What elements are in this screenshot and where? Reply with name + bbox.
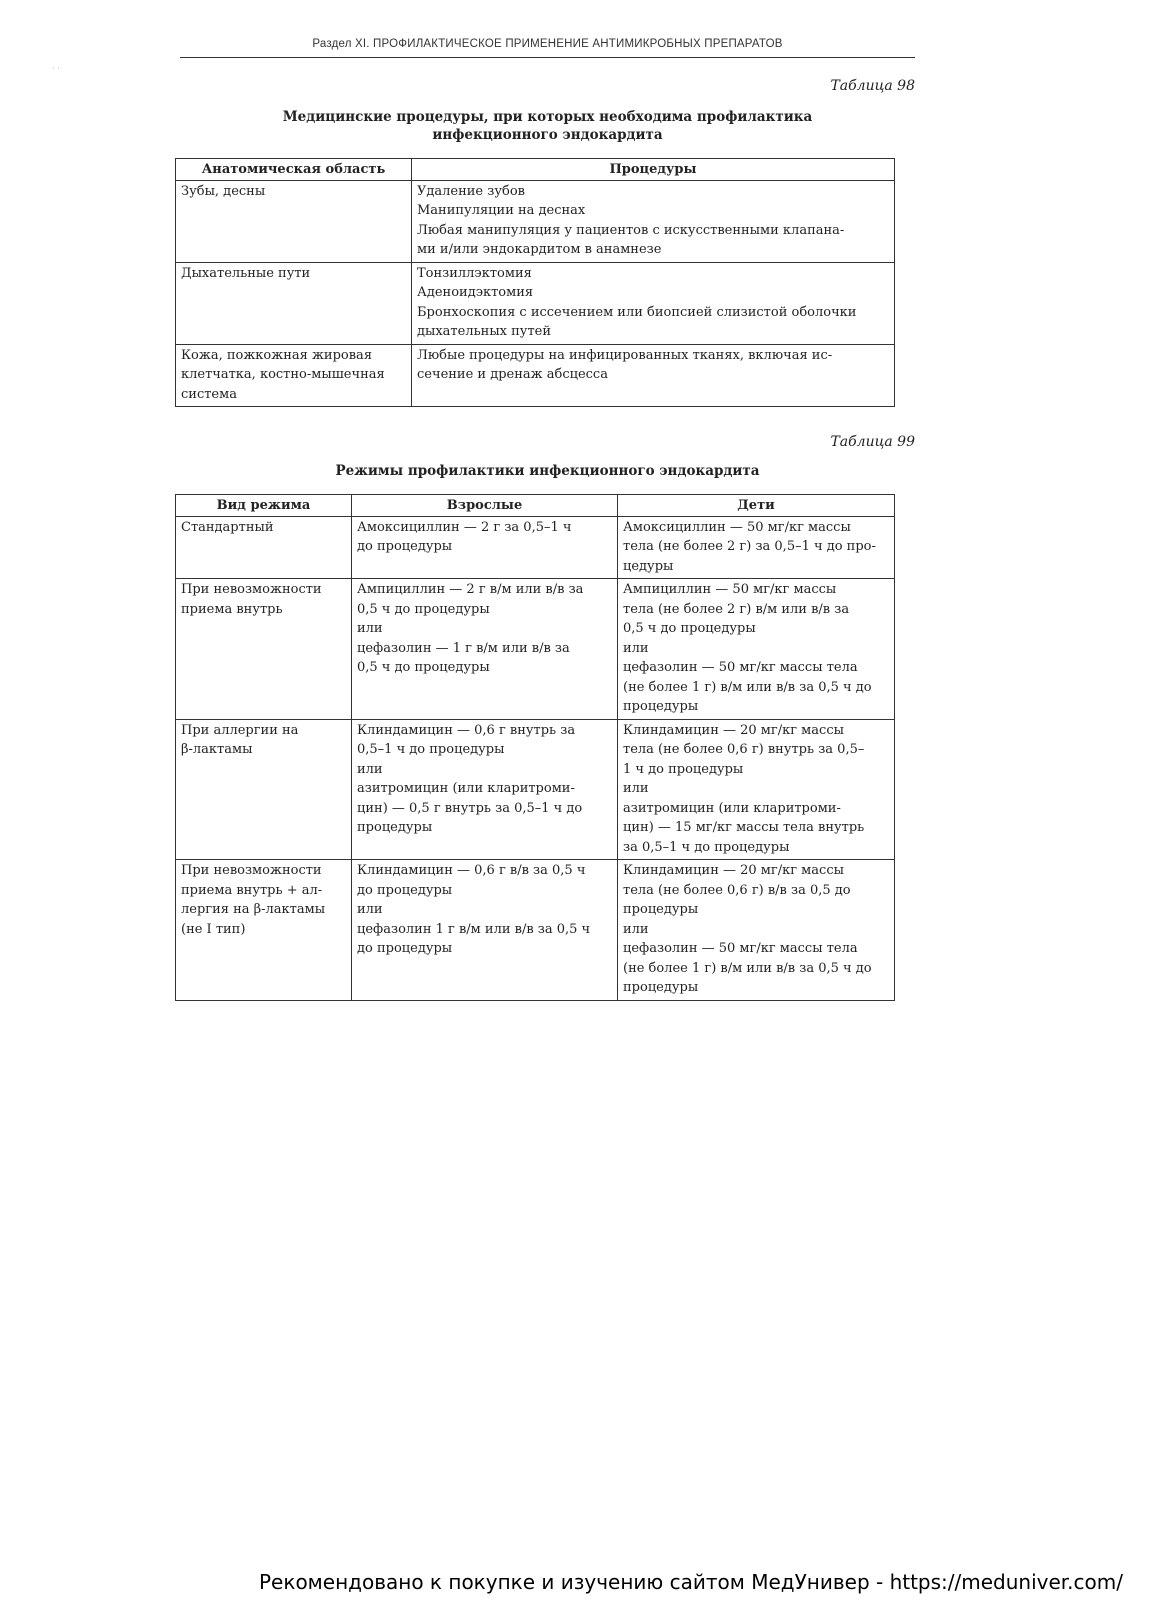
area-cell: Дыхательные пути (176, 262, 412, 344)
cell-line: дыхательных путей (417, 324, 551, 339)
cell-line: 0,5 ч до процедуры (357, 601, 490, 617)
adults-cell (352, 579, 618, 720)
adults-cell (352, 860, 618, 1001)
cell-line: тела (не более 0,6 г) внутрь за 0,5– (623, 742, 865, 757)
procedures-cell (412, 344, 895, 407)
table-99 (175, 494, 895, 1001)
cell-line: процедуры (623, 902, 699, 917)
cell-line: Клиндамицин — 0,6 г в/в за 0,5 ч (357, 863, 586, 878)
cell-line: Аденоидэктомия (417, 285, 534, 300)
table-99-caption: Таблица 99 (830, 434, 915, 450)
cell-line: цефазолин — 50 мг/кг массы тела (623, 941, 858, 956)
cell-line: β-лактамы (181, 742, 253, 757)
cell-line: процедуры (623, 699, 699, 714)
cell-line: лергия на β-лактамы (181, 902, 326, 917)
cell-line: или (357, 621, 383, 636)
cell-line: тела (не более 0,6 г) в/в за 0,5 до (623, 882, 851, 898)
procedures-cell (412, 180, 895, 262)
cell-line: 0,5–1 ч до процедуры (357, 742, 505, 757)
cell-line: процедуры (357, 820, 433, 835)
cell-line: Стандартный (181, 519, 274, 535)
table-row (176, 516, 895, 579)
cell-line: Кожа, пожкожная жировая (181, 347, 373, 363)
cell-line: (не более 1 г) в/м или в/в за 0,5 ч до (623, 960, 872, 976)
cell-line: Удаление зубов (417, 183, 525, 199)
mode-cell (176, 860, 352, 1001)
cell-line: Амоксициллин — 50 мг/кг массы (623, 519, 851, 535)
footer-link[interactable]: Рекомендовано к покупке и изучению сайтом МедУнивер - https://meduniver.com/ (259, 1570, 1123, 1594)
table-98-caption: Таблица 98 (830, 78, 915, 94)
cell-line: (не более 1 г) в/м или в/в за 0,5 ч до (623, 679, 872, 695)
column-header: Анатомическая область (176, 159, 412, 181)
cell-line: сечение и дренаж абсцесса (417, 367, 608, 382)
cell-line: за 0,5–1 ч до процедуры (623, 839, 790, 855)
cell-line: 1 ч до процедуры (623, 761, 744, 777)
children-cell (618, 516, 895, 579)
cell-line: до процедуры (357, 882, 453, 898)
adults-cell (352, 719, 618, 860)
table-row (176, 719, 895, 860)
cell-line: Клиндамицин — 20 мг/кг массы (623, 863, 844, 878)
children-cell (618, 719, 895, 860)
cell-line: система (181, 386, 237, 402)
column-header: Дети (618, 495, 895, 517)
cell-line: или (623, 781, 649, 796)
running-header: Раздел XI. ПРОФИЛАКТИЧЕСКОЕ ПРИМЕНЕНИЕ АНТИМИКРОБНЫХ ПРЕПАРАТОВ (312, 38, 783, 50)
cell-line: Клиндамицин — 0,6 г внутрь за (357, 722, 576, 738)
cell-line: 0,5 ч до процедуры (357, 660, 490, 675)
table-row (176, 180, 895, 262)
cell-line: тела (не более 2 г) в/м или в/в за (623, 601, 850, 617)
cell-line: Любые процедуры на инфицированных тканях, включая ис- (417, 347, 833, 363)
table-99-title: Режимы профилактики инфекционного эндокардита (335, 463, 760, 479)
cell-line: или (623, 640, 649, 656)
cell-line: азитромицин (или кларитроми- (623, 800, 841, 816)
cell-line: (не I тип) (181, 921, 246, 937)
column-header: Взрослые (352, 495, 618, 517)
cell-line: Ампициллин — 2 г в/м или в/в за (357, 582, 584, 597)
column-header: Вид режима (176, 495, 352, 517)
cell-line: Бронхоскопия с иссечением или биопсией слизистой оболочки (417, 304, 857, 320)
cell-line: Тонзиллэктомия (417, 265, 532, 281)
table-98-title-line: инфекционного эндокардита (432, 127, 663, 143)
cell-line: При невозможности (181, 582, 322, 597)
cell-line: Любая манипуляция у пациентов с искусственными клапана- (417, 222, 845, 238)
cell-line: 0,5 ч до процедуры (623, 621, 756, 636)
column-header: Процедуры (412, 159, 895, 181)
scan-artifact: · · (52, 64, 60, 73)
area-cell: Зубы, десны (176, 180, 412, 262)
table-row (176, 262, 895, 344)
table-row (176, 344, 895, 407)
children-cell (618, 579, 895, 720)
mode-cell (176, 719, 352, 860)
children-cell (618, 860, 895, 1001)
table-98-title-line: Медицинские процедуры, при которых необходима профилактика (282, 109, 813, 125)
mode-cell (176, 579, 352, 720)
table-header-row (176, 495, 895, 517)
cell-line: до процедуры (357, 941, 453, 956)
cell-line: цедуры (623, 558, 674, 574)
table-row (176, 579, 895, 720)
cell-line: азитромицин (или кларитроми- (357, 781, 575, 796)
cell-line: Клиндамицин — 20 мг/кг массы (623, 722, 844, 738)
adults-cell (352, 516, 618, 579)
cell-line: Амоксициллин — 2 г за 0,5–1 ч (357, 519, 572, 535)
table-98 (175, 158, 895, 407)
cell-line: или (357, 902, 383, 917)
cell-line: цефазолин — 50 мг/кг массы тела (623, 660, 858, 675)
cell-line: клетчатка, костно-мышечная (181, 367, 385, 382)
cell-line: Ампициллин — 50 мг/кг массы (623, 582, 837, 597)
cell-line: цефазолин — 1 г в/м или в/в за (357, 640, 570, 656)
cell-line: ми и/или эндокардитом в анамнезе (417, 242, 662, 257)
cell-line: или (623, 921, 649, 937)
cell-line: При аллергии на (181, 722, 299, 738)
procedures-cell (412, 262, 895, 344)
cell-line: цефазолин 1 г в/м или в/в за 0,5 ч (357, 921, 591, 937)
area-cell (176, 344, 412, 407)
cell-line: цин) — 0,5 г внутрь за 0,5–1 ч до (357, 800, 583, 816)
cell-line: до процедуры (357, 539, 453, 554)
table-98-title (180, 108, 915, 144)
cell-line: При невозможности (181, 863, 322, 878)
cell-line: процедуры (623, 980, 699, 995)
mode-cell (176, 516, 352, 579)
cell-line: приема внутрь + ал- (181, 882, 323, 898)
table-row (176, 860, 895, 1001)
cell-line: цин) — 15 мг/кг массы тела внутрь (623, 820, 865, 835)
header-rule (180, 57, 915, 58)
table-header-row (176, 159, 895, 181)
cell-line: или (357, 761, 383, 777)
cell-line: приема внутрь (181, 601, 283, 617)
cell-line: Манипуляции на деснах (417, 203, 586, 218)
cell-line: тела (не более 2 г) за 0,5–1 ч до про- (623, 539, 876, 554)
